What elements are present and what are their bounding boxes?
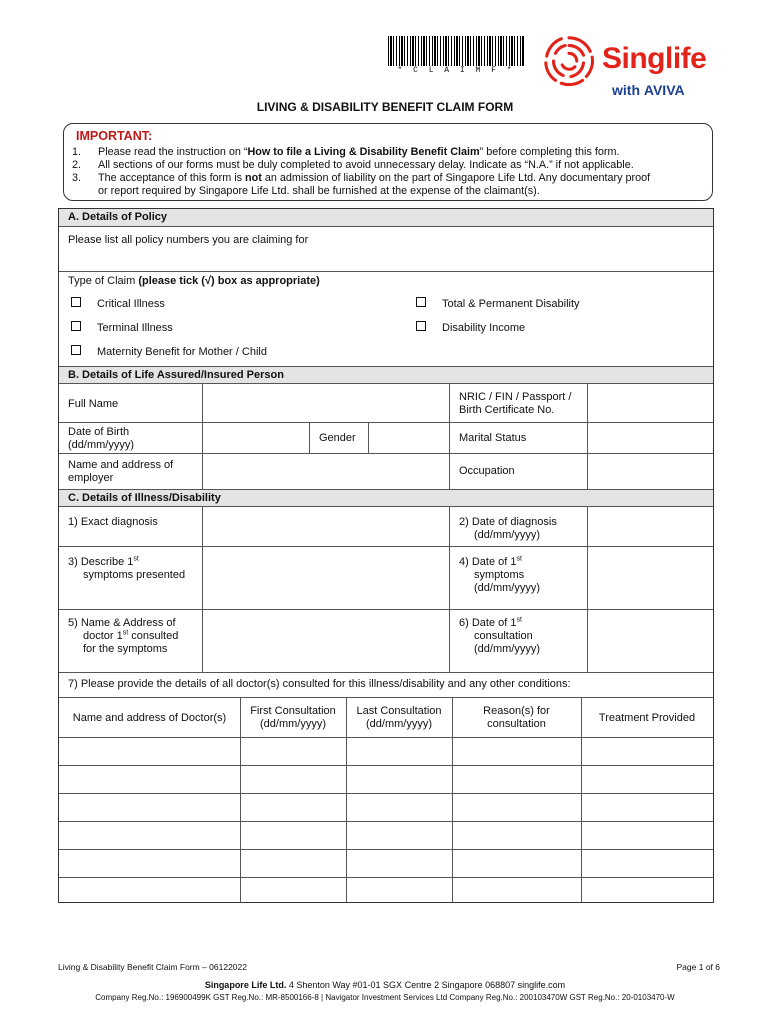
q3-label: 3) Describe 1st symptoms presented — [68, 555, 186, 581]
brand-name: Singlife — [602, 42, 707, 75]
col-reasons: Reason(s) for consultation — [483, 705, 550, 730]
gender-label: Gender — [319, 432, 356, 444]
brand-sub-with: with — [612, 82, 640, 98]
nric-field[interactable] — [587, 384, 713, 422]
page-number: Page 1 of 6 — [676, 962, 720, 972]
checkbox-tpd[interactable] — [416, 297, 426, 307]
checkbox-maternity[interactable] — [71, 345, 81, 355]
symptoms-date-field[interactable] — [587, 546, 713, 609]
col-last-consultation: Last Consultation (dd/mm/yyyy) — [356, 705, 442, 730]
employer-field[interactable] — [202, 453, 449, 489]
barcode-text: * C L A I M F * — [397, 66, 515, 75]
employer-label: Name and address of employer — [68, 459, 174, 484]
exact-diagnosis-field[interactable] — [202, 507, 449, 546]
col-doctor-name: Name and address of Doctor(s) — [72, 712, 227, 724]
marital-label: Marital Status — [459, 432, 527, 444]
brand-partner — [612, 82, 685, 98]
company-registration: Company Reg.No.: 196900499K GST Reg.No.: MR-8500166-8 | Navigator Investment Services Ltd Company Reg.No.: 200103470W GST Reg.No.: 20-0103470-W — [95, 993, 675, 1002]
q7-label: 7) Please provide the details of all doctor(s) consulted for this illness/disability and any other conditions: — [68, 678, 571, 690]
option-disability-income: Disability Income — [442, 322, 526, 334]
q6-label: 6) Date of 1st consultation (dd/mm/yyyy) — [459, 616, 540, 655]
barcode — [388, 36, 524, 66]
option-tpd: Total & Permanent Disability — [442, 298, 580, 310]
form-reference: Living & Disability Benefit Claim Form – 06122022 — [58, 962, 247, 972]
important-item-3: 3. The acceptance of this form is not an admission of liability on the part of Singapore Life Ltd. Any documentary proof — [72, 172, 651, 184]
section-c-title: C. Details of Illness/Disability — [59, 489, 713, 507]
section-a-title: A. Details of Policy — [59, 209, 713, 227]
important-item-2: 2. All sections of our forms must be duly completed to avoid unnecessary delay. Indicate as “N.A.” if not applicable. — [72, 159, 634, 171]
occupation-field[interactable] — [587, 453, 713, 489]
policy-numbers-field[interactable] — [59, 229, 713, 271]
doctor-table-row[interactable] — [59, 877, 713, 902]
form-title: LIVING & DISABILITY BENEFIT CLAIM FORM — [256, 100, 514, 114]
important-box — [63, 123, 713, 201]
type-of-claim-label: Type of Claim (please tick (√) box as appropriate) — [68, 275, 320, 287]
col-first-consultation: First Consultation (dd/mm/yyyy) — [250, 705, 336, 730]
doctor-table-row[interactable] — [59, 849, 713, 877]
option-critical-illness: Critical Illness — [97, 298, 165, 310]
brand-sub-partner: AVIVA — [643, 82, 685, 98]
q4-label: 4) Date of 1st symptoms (dd/mm/yyyy) — [459, 555, 540, 594]
q5-label: 5) Name & Address of doctor 1st consulted for the symptoms — [68, 617, 179, 655]
claim-form — [58, 208, 714, 903]
checkbox-critical-illness[interactable] — [71, 297, 81, 307]
checkbox-disability-income[interactable] — [416, 321, 426, 331]
singlife-logo-icon — [540, 32, 598, 90]
doctor-table-row[interactable] — [59, 737, 713, 765]
company-address: Singapore Life Ltd. 4 Shenton Way #01-01 SGX Centre 2 Singapore 068807 singlife.com — [204, 980, 566, 990]
full-name-field[interactable] — [202, 384, 449, 422]
symptoms-field[interactable] — [202, 546, 449, 609]
checkbox-terminal-illness[interactable] — [71, 321, 81, 331]
col-treatment: Treatment Provided — [598, 712, 696, 724]
occupation-label: Occupation — [459, 465, 515, 477]
important-title: IMPORTANT: — [76, 129, 153, 143]
important-item-1: 1. Please read the instruction on “How to file a Living & Disability Benefit Claim” before completing this form. — [72, 146, 620, 158]
doctor-table-row[interactable] — [59, 821, 713, 849]
policy-prompt: Please list all policy numbers you are claiming for — [68, 234, 309, 246]
section-b-title: B. Details of Life Assured/Insured Person — [59, 366, 713, 384]
first-consultation-date-field[interactable] — [587, 609, 713, 672]
gender-field[interactable] — [368, 422, 449, 453]
option-terminal-illness: Terminal Illness — [97, 322, 173, 334]
full-name-label: Full Name — [68, 398, 119, 410]
doctor-table-row[interactable] — [59, 793, 713, 821]
marital-field[interactable] — [587, 422, 713, 453]
option-maternity: Maternity Benefit for Mother / Child — [97, 346, 267, 358]
dob-field[interactable] — [202, 422, 309, 453]
important-item-3-cont: or report required by Singapore Life Ltd. shall be furnished at the expense of the claimant(s). — [98, 185, 540, 197]
first-doctor-field[interactable] — [202, 609, 449, 672]
q1-label: 1) Exact diagnosis — [68, 516, 158, 528]
q2-label: 2) Date of diagnosis (dd/mm/yyyy) — [459, 516, 557, 541]
doctor-table-row[interactable] — [59, 765, 713, 793]
nric-label: NRIC / FIN / Passport / Birth Certificate No. — [459, 391, 572, 416]
diagnosis-date-field[interactable] — [587, 507, 713, 546]
dob-label: Date of Birth (dd/mm/yyyy) — [68, 426, 134, 451]
